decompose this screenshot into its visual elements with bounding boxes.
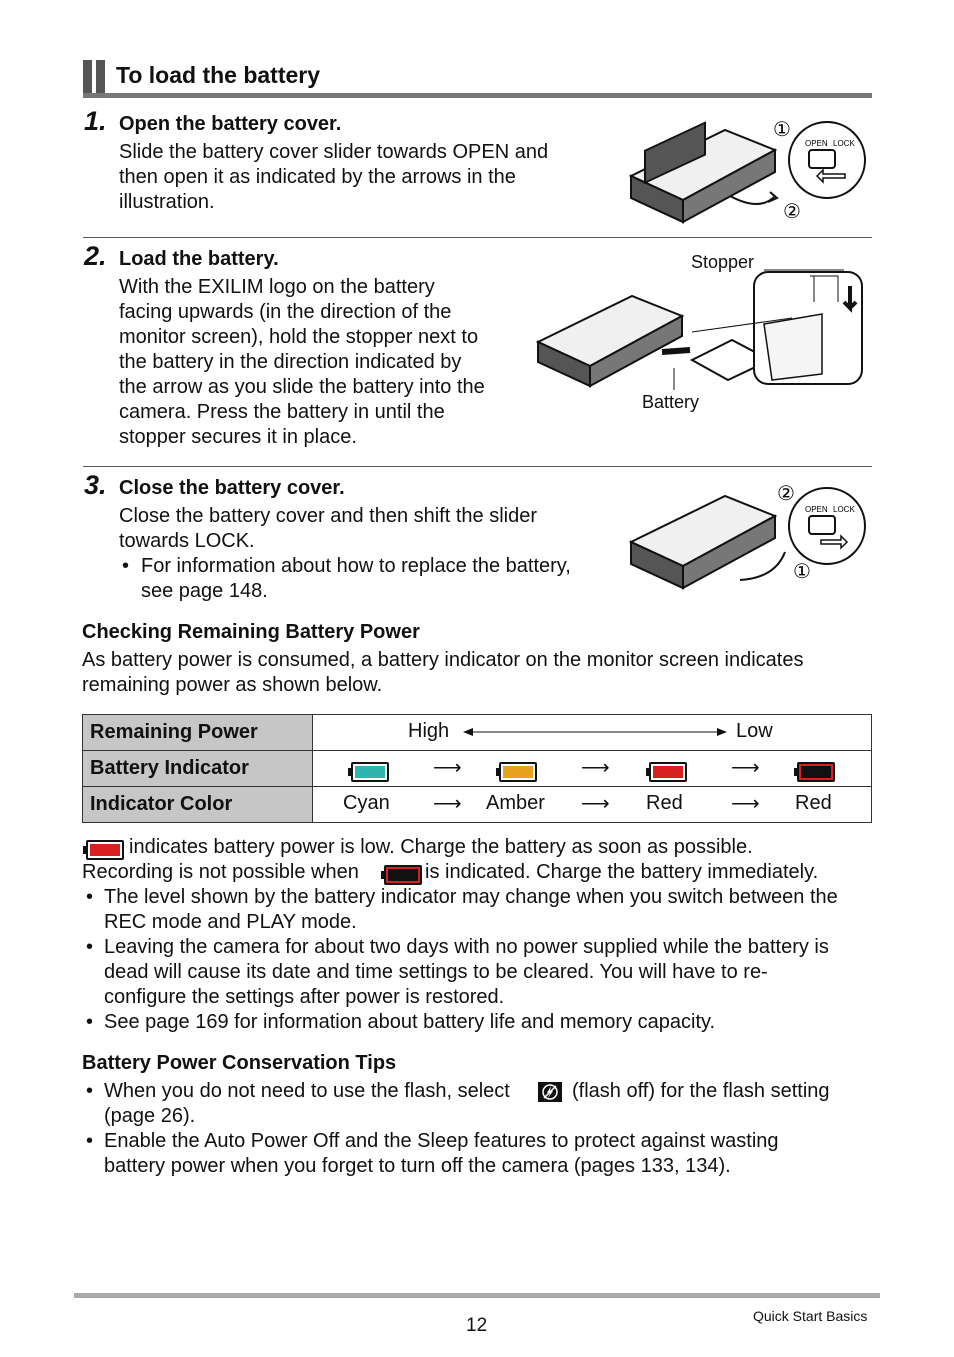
- color-label: Red: [795, 792, 832, 814]
- battery-medium-icon: [499, 762, 537, 782]
- camera-close-cover-illustration: [625, 482, 875, 594]
- battery-low-icon: [649, 762, 687, 782]
- camera-open-cover-illustration: [625, 116, 875, 228]
- step-3-title: Close the battery cover.: [119, 477, 345, 499]
- step-divider: [83, 466, 872, 467]
- svg-text:LOCK: LOCK: [833, 139, 855, 148]
- color-label: Cyan: [343, 792, 390, 814]
- row-label-indicator-color: Indicator Color: [83, 787, 313, 823]
- high-label: High: [408, 720, 450, 742]
- low-battery-note: indicates battery power is low. Charge the battery as soon as possible.: [129, 836, 753, 858]
- color-label: Red: [646, 792, 683, 814]
- step-3-text: Close the battery cover and then shift the slider towards LOCK.: [119, 505, 538, 552]
- step-1-title: Open the battery cover.: [119, 113, 342, 135]
- step-3-bullet-marker: •: [122, 555, 130, 577]
- step-2-text: With the EXILIM logo on the battery facing upwards (in the direction of the monitor screen), hold the stopper next to the battery in the direction indicated by the arrow as you slide the battery into the camera. Press the battery in until the stopper secures it in place.: [119, 276, 485, 448]
- row-label-battery-indicator: Battery Indicator: [83, 751, 313, 787]
- section-title: To load the battery: [116, 62, 321, 88]
- step-1-text: Slide the battery cover slider towards OPEN and then open it as indicated by the arrows in the illustration.: [119, 141, 549, 213]
- svg-text:LOCK: LOCK: [833, 505, 855, 514]
- arrow-right-icon: ⟶: [433, 757, 462, 779]
- page-number: 12: [466, 1315, 488, 1336]
- high-low-arrow-icon: [463, 725, 727, 739]
- section-name: Quick Start Basics: [753, 1308, 868, 1324]
- tips-heading: Battery Power Conservation Tips: [82, 1052, 397, 1074]
- table-row: [83, 787, 872, 823]
- tip-flash-start: When you do not need to use the flash, select: [104, 1080, 510, 1102]
- arrow-right-icon: ⟶: [581, 757, 610, 779]
- battery-empty-icon: [384, 865, 422, 885]
- battery-low-icon: [86, 840, 124, 860]
- step-divider: [83, 237, 872, 238]
- flash-off-icon: [537, 1081, 563, 1103]
- note-bullet: The level shown by the battery indicator may change when you switch between the REC mode and PLAY mode.: [104, 886, 838, 933]
- note-bullet: Leaving the camera for about two days with no power supplied while the battery is dead will cause its date and time settings to be cleared. You will have to re- configure the settings after power is restored.: [104, 936, 829, 1008]
- empty-battery-note-start: Recording is not possible when: [82, 861, 359, 883]
- section-title-rule: [83, 93, 872, 98]
- note-bullet: See page 169 for information about battery life and memory capacity.: [104, 1011, 716, 1033]
- battery-table: [82, 714, 872, 823]
- indicator-color-sequence: [313, 787, 872, 823]
- stopper-label: Stopper: [691, 252, 755, 272]
- battery-indicator-sequence: [313, 751, 872, 787]
- svg-text:OPEN: OPEN: [805, 139, 828, 148]
- checking-text: As battery power is consumed, a battery indicator on the monitor screen indicates remaining power as shown below.: [82, 649, 804, 696]
- step-2-number: 2.: [84, 241, 107, 271]
- checking-heading: Checking Remaining Battery Power: [82, 621, 420, 643]
- footer-rule: [74, 1293, 880, 1298]
- battery-label: Battery: [642, 392, 700, 412]
- arrow-right-icon: ⟶: [581, 793, 610, 815]
- table-row: [83, 751, 872, 787]
- step-2-title: Load the battery.: [119, 248, 279, 270]
- tip-flash-end: (flash off) for the flash setting: [572, 1080, 830, 1102]
- battery-empty-icon: [797, 762, 835, 782]
- table-row: [83, 715, 872, 751]
- step-3-bullet-text: For information about how to replace the battery, see page 148.: [141, 555, 571, 602]
- marker-2: ②: [783, 199, 801, 223]
- marker-1: ①: [793, 559, 811, 583]
- remaining-power-scale: [313, 715, 872, 751]
- row-label-remaining-power: Remaining Power: [83, 715, 313, 751]
- step-3-number: 3.: [84, 470, 107, 500]
- tip-flash-page: (page 26).: [104, 1105, 196, 1127]
- step-1-number: 1.: [84, 106, 107, 136]
- arrow-right-icon: ⟶: [731, 793, 760, 815]
- color-label: Amber: [486, 792, 545, 814]
- low-label: Low: [736, 720, 773, 742]
- camera-load-battery-illustration: [532, 262, 868, 392]
- empty-battery-note-end: is indicated. Charge the battery immediately.: [425, 861, 819, 883]
- marker-2: ②: [777, 482, 795, 505]
- svg-text:OPEN: OPEN: [805, 505, 828, 514]
- tip-auto-power-off: Enable the Auto Power Off and the Sleep features to protect against wasting battery power when you forget to turn off the camera (pages 133, 134).: [104, 1130, 779, 1177]
- battery-full-icon: [351, 762, 389, 782]
- arrow-right-icon: ⟶: [731, 757, 760, 779]
- marker-1: ①: [773, 117, 791, 141]
- arrow-right-icon: ⟶: [433, 793, 462, 815]
